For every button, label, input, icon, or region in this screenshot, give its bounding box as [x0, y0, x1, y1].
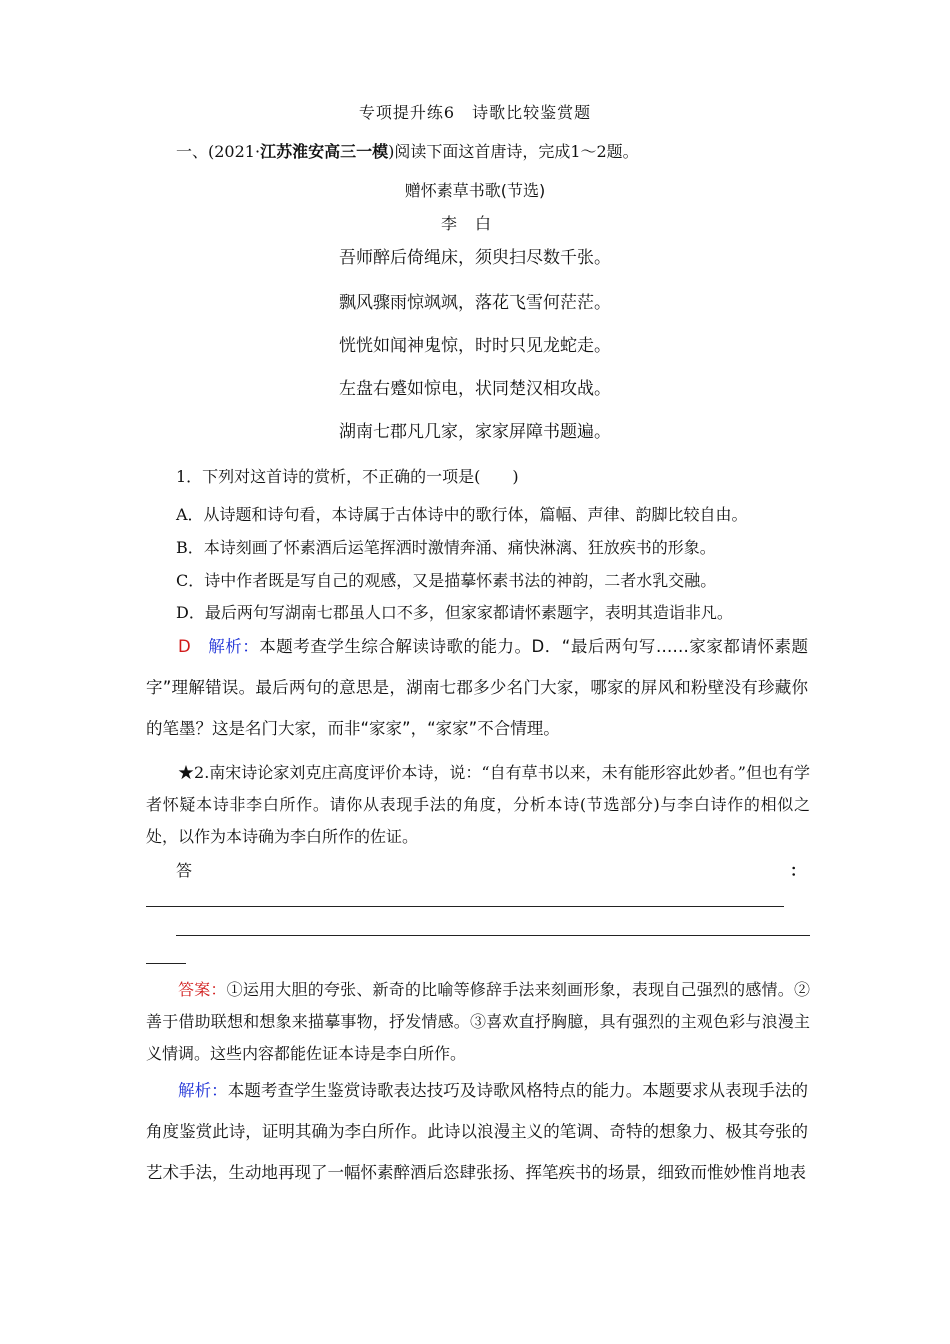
question-2-stem: ★2.南宋诗论家刘克庄高度评价本诗，说：“自有草书以来，未有能形容此妙者。”但也有学者怀疑本诗非李白所作。请你从表现手法的角度，分析本诗(节选部分)与李白诗作的相似之处，以作为本诗确为李白所作的佐证。	[146, 763, 810, 846]
question-2-answer	[146, 974, 810, 1070]
option-d: D．最后两句写湖南七郡虽人口不多，但家家都请怀素题字，表明其造诣非凡。	[176, 603, 733, 622]
section-prefix: 一、(2021·	[176, 142, 261, 161]
poem-author: 李白	[440, 214, 509, 233]
answer-line	[146, 906, 784, 907]
poem-line: 恍恍如闻神鬼惊，时时只见龙蛇走。	[339, 336, 611, 356]
option-b: B．本诗刻画了怀素酒后运笔挥洒时激情奔涌、痛快淋漓、狂放疾书的形象。	[176, 538, 716, 557]
answer-letter: D	[178, 637, 191, 656]
section-source: 江苏淮安高三一模	[260, 142, 389, 161]
question-1-stem: 1．下列对这首诗的赏析，不正确的一项是( )	[176, 467, 519, 486]
answer-text: ①运用大胆的夸张、新奇的比喻等修辞手法来刻画形象，表现自己强烈的感情。②善于借助联想和想象来描摹事物，抒发情感。③喜欢直抒胸臆，具有强烈的主观色彩与浪漫主义情调。这些内容都能佐证本诗是李白所作。	[146, 980, 810, 1063]
poem-line: 左盘右蹙如惊电，状同楚汉相攻战。	[339, 379, 611, 399]
analysis-text: 本题考查学生鉴赏诗歌表达技巧及诗歌风格特点的能力。本题要求从表现手法的角度鉴赏此诗，证明其确为李白所作。此诗以浪漫主义的笔调、奇特的想象力、极其夸张的艺术手法，生动地再现了一幅怀素醉酒后恣肆张扬、挥笔疾书的场景，细致而惟妙惟肖地表	[146, 1081, 809, 1182]
answer-prompt: 答	[176, 861, 193, 880]
answer-label: 答案：	[178, 980, 227, 999]
analysis-label: 解析：	[178, 1081, 228, 1100]
section-suffix: )阅读下面这首唐诗，完成1～2题。	[388, 142, 639, 161]
option-c: C．诗中作者既是写自己的观感，又是描摹怀素书法的神韵，二者水乳交融。	[176, 571, 717, 590]
poem-line: 湖南七郡凡几家，家家屏障书题遍。	[339, 422, 611, 442]
poem-line: 吾师醉后倚绳床，须臾扫尽数千张。	[339, 248, 611, 268]
analysis-label: 解析：	[208, 637, 260, 656]
section-heading	[176, 139, 639, 162]
answer-line	[176, 935, 810, 936]
question-1-analysis	[146, 626, 808, 749]
option-a: A．从诗题和诗句看，本诗属于古体诗中的歌行体，篇幅、声律、韵脚比较自由。	[176, 505, 748, 524]
page-title: 专项提升练6 诗歌比较鉴赏题	[358, 103, 592, 122]
analysis-text: 本题考查学生综合解读诗歌的能力。D．“最后两句写……家家都请怀素题字”理解错误。最后两句的意思是，湖南七郡多少名门大家，哪家的屏风和粉壁没有珍藏你的笔墨？这是名门大家，而非“家家”，“家家”不合情理。	[146, 637, 808, 738]
answer-colon: ：	[790, 861, 807, 880]
answer-line	[146, 963, 186, 964]
poem-line: 飘风骤雨惊飒飒，落花飞雪何茫茫。	[339, 293, 611, 313]
poem-title: 赠怀素草书歌(节选)	[404, 181, 546, 200]
question-2-analysis	[146, 1070, 808, 1193]
